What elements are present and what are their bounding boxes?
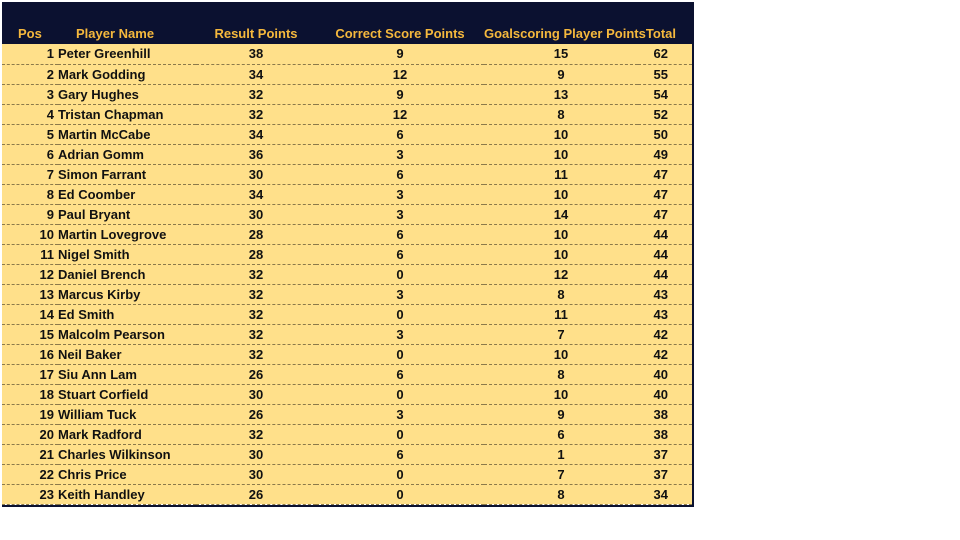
table-row bbox=[2, 244, 692, 264]
table-row bbox=[2, 424, 692, 444]
cell-goalscoring-player-points: 10 bbox=[484, 244, 638, 264]
cell-total: 44 bbox=[638, 224, 692, 244]
cell-player-name: Paul Bryant bbox=[58, 204, 196, 224]
header-correct-score-points: Correct Score Points bbox=[335, 26, 465, 41]
cell-correct-score-points: 6 bbox=[316, 444, 484, 464]
cell-total: 62 bbox=[638, 44, 692, 64]
cell-correct-score-points: 0 bbox=[316, 304, 484, 324]
cell-pos: 4 bbox=[2, 104, 58, 124]
table-row bbox=[2, 484, 692, 504]
table-row bbox=[2, 144, 692, 164]
header-row bbox=[2, 2, 692, 44]
cell-correct-score-points: 0 bbox=[316, 344, 484, 364]
cell-player-name: Charles Wilkinson bbox=[58, 444, 196, 464]
cell-goalscoring-player-points: 9 bbox=[484, 64, 638, 84]
table-row bbox=[2, 264, 692, 284]
cell-result-points: 34 bbox=[196, 124, 316, 144]
cell-result-points: 34 bbox=[196, 64, 316, 84]
cell-player-name: William Tuck bbox=[58, 404, 196, 424]
cell-pos: 23 bbox=[2, 484, 58, 504]
table-row bbox=[2, 384, 692, 404]
table-row bbox=[2, 284, 692, 304]
cell-correct-score-points: 0 bbox=[316, 484, 484, 504]
cell-total: 37 bbox=[638, 464, 692, 484]
cell-goalscoring-player-points: 10 bbox=[484, 144, 638, 164]
header-goalscoring-player-points: Goalscoring Player Points bbox=[484, 26, 646, 41]
cell-goalscoring-player-points: 10 bbox=[484, 124, 638, 144]
table-row bbox=[2, 404, 692, 424]
cell-total: 38 bbox=[638, 404, 692, 424]
cell-pos: 21 bbox=[2, 444, 58, 464]
cell-correct-score-points: 0 bbox=[316, 264, 484, 284]
cell-correct-score-points: 9 bbox=[316, 84, 484, 104]
table-row bbox=[2, 64, 692, 84]
cell-result-points: 26 bbox=[196, 484, 316, 504]
cell-total: 38 bbox=[638, 424, 692, 444]
cell-pos: 5 bbox=[2, 124, 58, 144]
cell-goalscoring-player-points: 7 bbox=[484, 324, 638, 344]
cell-pos: 10 bbox=[2, 224, 58, 244]
cell-correct-score-points: 6 bbox=[316, 364, 484, 384]
table-row bbox=[2, 444, 692, 464]
cell-goalscoring-player-points: 10 bbox=[484, 344, 638, 364]
cell-goalscoring-player-points: 8 bbox=[484, 104, 638, 124]
cell-correct-score-points: 3 bbox=[316, 144, 484, 164]
cell-player-name: Daniel Brench bbox=[58, 264, 196, 284]
standings-table bbox=[2, 2, 692, 505]
cell-result-points: 36 bbox=[196, 144, 316, 164]
header-player-name: Player Name bbox=[76, 26, 155, 41]
cell-player-name: Mark Radford bbox=[58, 424, 196, 444]
cell-correct-score-points: 6 bbox=[316, 224, 484, 244]
cell-pos: 20 bbox=[2, 424, 58, 444]
standings-table-container bbox=[2, 2, 694, 507]
cell-result-points: 28 bbox=[196, 244, 316, 264]
cell-pos: 22 bbox=[2, 464, 58, 484]
cell-result-points: 30 bbox=[196, 204, 316, 224]
cell-total: 49 bbox=[638, 144, 692, 164]
cell-pos: 3 bbox=[2, 84, 58, 104]
cell-pos: 11 bbox=[2, 244, 58, 264]
cell-goalscoring-player-points: 15 bbox=[484, 44, 638, 64]
cell-goalscoring-player-points: 13 bbox=[484, 84, 638, 104]
cell-goalscoring-player-points: 11 bbox=[484, 164, 638, 184]
table-row bbox=[2, 104, 692, 124]
cell-goalscoring-player-points: 1 bbox=[484, 444, 638, 464]
cell-total: 42 bbox=[638, 324, 692, 344]
cell-correct-score-points: 12 bbox=[316, 104, 484, 124]
cell-result-points: 32 bbox=[196, 284, 316, 304]
cell-total: 43 bbox=[638, 284, 692, 304]
cell-result-points: 32 bbox=[196, 324, 316, 344]
table-row bbox=[2, 364, 692, 384]
cell-goalscoring-player-points: 10 bbox=[484, 184, 638, 204]
table-row bbox=[2, 324, 692, 344]
cell-player-name: Tristan Chapman bbox=[58, 104, 196, 124]
table-row bbox=[2, 464, 692, 484]
cell-total: 52 bbox=[638, 104, 692, 124]
cell-result-points: 38 bbox=[196, 44, 316, 64]
cell-goalscoring-player-points: 8 bbox=[484, 484, 638, 504]
table-row bbox=[2, 304, 692, 324]
cell-result-points: 30 bbox=[196, 384, 316, 404]
cell-total: 47 bbox=[638, 184, 692, 204]
cell-total: 40 bbox=[638, 384, 692, 404]
cell-result-points: 32 bbox=[196, 344, 316, 364]
cell-correct-score-points: 6 bbox=[316, 244, 484, 264]
cell-goalscoring-player-points: 8 bbox=[484, 364, 638, 384]
cell-player-name: Ed Coomber bbox=[58, 184, 196, 204]
cell-pos: 9 bbox=[2, 204, 58, 224]
cell-pos: 18 bbox=[2, 384, 58, 404]
cell-result-points: 32 bbox=[196, 104, 316, 124]
cell-correct-score-points: 6 bbox=[316, 164, 484, 184]
cell-pos: 17 bbox=[2, 364, 58, 384]
table-body bbox=[2, 44, 692, 504]
cell-goalscoring-player-points: 11 bbox=[484, 304, 638, 324]
table-row bbox=[2, 204, 692, 224]
cell-goalscoring-player-points: 9 bbox=[484, 404, 638, 424]
cell-player-name: Martin Lovegrove bbox=[58, 224, 196, 244]
cell-goalscoring-player-points: 10 bbox=[484, 384, 638, 404]
cell-correct-score-points: 9 bbox=[316, 44, 484, 64]
cell-result-points: 26 bbox=[196, 404, 316, 424]
cell-goalscoring-player-points: 10 bbox=[484, 224, 638, 244]
cell-result-points: 32 bbox=[196, 264, 316, 284]
cell-correct-score-points: 0 bbox=[316, 464, 484, 484]
table-row bbox=[2, 184, 692, 204]
cell-player-name: Chris Price bbox=[58, 464, 196, 484]
cell-player-name: Siu Ann Lam bbox=[58, 364, 196, 384]
cell-result-points: 30 bbox=[196, 164, 316, 184]
cell-pos: 7 bbox=[2, 164, 58, 184]
cell-player-name: Mark Godding bbox=[58, 64, 196, 84]
cell-player-name: Simon Farrant bbox=[58, 164, 196, 184]
table-row bbox=[2, 344, 692, 364]
cell-correct-score-points: 0 bbox=[316, 424, 484, 444]
cell-player-name: Marcus Kirby bbox=[58, 284, 196, 304]
cell-player-name: Stuart Corfield bbox=[58, 384, 196, 404]
cell-result-points: 26 bbox=[196, 364, 316, 384]
cell-pos: 12 bbox=[2, 264, 58, 284]
cell-pos: 13 bbox=[2, 284, 58, 304]
cell-total: 34 bbox=[638, 484, 692, 504]
table-row bbox=[2, 124, 692, 144]
table-row bbox=[2, 164, 692, 184]
cell-pos: 2 bbox=[2, 64, 58, 84]
header-total: Total bbox=[645, 26, 676, 41]
cell-total: 47 bbox=[638, 204, 692, 224]
cell-total: 40 bbox=[638, 364, 692, 384]
cell-pos: 16 bbox=[2, 344, 58, 364]
cell-result-points: 32 bbox=[196, 84, 316, 104]
cell-player-name: Gary Hughes bbox=[58, 84, 196, 104]
cell-correct-score-points: 6 bbox=[316, 124, 484, 144]
cell-result-points: 32 bbox=[196, 424, 316, 444]
cell-result-points: 32 bbox=[196, 304, 316, 324]
cell-player-name: Adrian Gomm bbox=[58, 144, 196, 164]
cell-result-points: 30 bbox=[196, 464, 316, 484]
cell-total: 44 bbox=[638, 264, 692, 284]
cell-goalscoring-player-points: 8 bbox=[484, 284, 638, 304]
cell-goalscoring-player-points: 7 bbox=[484, 464, 638, 484]
cell-goalscoring-player-points: 12 bbox=[484, 264, 638, 284]
cell-player-name: Malcolm Pearson bbox=[58, 324, 196, 344]
cell-total: 55 bbox=[638, 64, 692, 84]
cell-total: 44 bbox=[638, 244, 692, 264]
cell-total: 54 bbox=[638, 84, 692, 104]
cell-correct-score-points: 0 bbox=[316, 384, 484, 404]
header-pos: Pos bbox=[18, 26, 42, 41]
cell-total: 43 bbox=[638, 304, 692, 324]
cell-correct-score-points: 3 bbox=[316, 184, 484, 204]
cell-total: 37 bbox=[638, 444, 692, 464]
cell-pos: 1 bbox=[2, 44, 58, 64]
cell-player-name: Martin McCabe bbox=[58, 124, 196, 144]
cell-total: 50 bbox=[638, 124, 692, 144]
cell-player-name: Peter Greenhill bbox=[58, 44, 196, 64]
cell-total: 47 bbox=[638, 164, 692, 184]
cell-pos: 19 bbox=[2, 404, 58, 424]
cell-player-name: Neil Baker bbox=[58, 344, 196, 364]
cell-pos: 6 bbox=[2, 144, 58, 164]
table-row bbox=[2, 224, 692, 244]
cell-result-points: 28 bbox=[196, 224, 316, 244]
cell-pos: 14 bbox=[2, 304, 58, 324]
cell-correct-score-points: 3 bbox=[316, 404, 484, 424]
cell-pos: 15 bbox=[2, 324, 58, 344]
cell-result-points: 30 bbox=[196, 444, 316, 464]
cell-goalscoring-player-points: 6 bbox=[484, 424, 638, 444]
table-row bbox=[2, 44, 692, 64]
cell-correct-score-points: 3 bbox=[316, 284, 484, 304]
cell-total: 42 bbox=[638, 344, 692, 364]
cell-correct-score-points: 12 bbox=[316, 64, 484, 84]
cell-pos: 8 bbox=[2, 184, 58, 204]
table-row bbox=[2, 84, 692, 104]
header-result-points: Result Points bbox=[214, 26, 298, 41]
cell-correct-score-points: 3 bbox=[316, 324, 484, 344]
cell-player-name: Nigel Smith bbox=[58, 244, 196, 264]
cell-player-name: Keith Handley bbox=[58, 484, 196, 504]
cell-correct-score-points: 3 bbox=[316, 204, 484, 224]
cell-player-name: Ed Smith bbox=[58, 304, 196, 324]
cell-goalscoring-player-points: 14 bbox=[484, 204, 638, 224]
cell-result-points: 34 bbox=[196, 184, 316, 204]
